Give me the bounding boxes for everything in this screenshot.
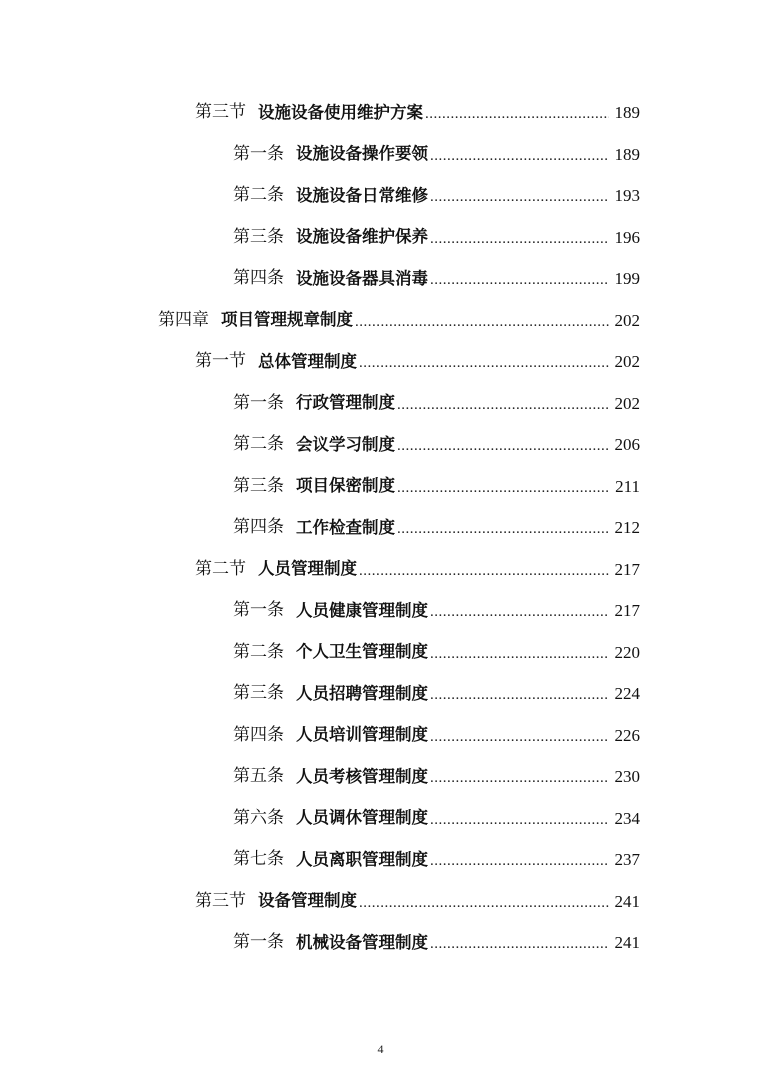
toc-entry-title: 行政管理制度 xyxy=(296,393,395,412)
toc-entry-page: 193 xyxy=(614,186,640,206)
toc-entry-title: 人员健康管理制度 xyxy=(296,600,428,620)
toc-entry-page: 189 xyxy=(614,144,640,164)
toc-entry-title: 设施设备器具消毒 xyxy=(296,268,428,288)
toc-entry[interactable] xyxy=(0,217,761,259)
toc-entry-page: 224 xyxy=(614,684,640,704)
toc-dot-leader xyxy=(430,771,609,786)
toc-dot-leader xyxy=(359,564,609,579)
toc-entry-title: 项目管理规章制度 xyxy=(221,310,353,329)
toc-dot-leader xyxy=(430,647,609,662)
footer-page-number: 4 xyxy=(377,1042,384,1056)
toc-entry-page: 189 xyxy=(614,103,640,123)
toc-entry-number: 第三节 xyxy=(195,102,246,123)
toc-entry[interactable] xyxy=(0,341,761,383)
toc-entry-title: 设备管理制度 xyxy=(258,891,357,910)
toc-entry[interactable] xyxy=(0,715,761,757)
toc-entry-title: 人员培训管理制度 xyxy=(296,725,428,744)
toc-entry[interactable] xyxy=(0,673,761,715)
toc-entry[interactable] xyxy=(0,424,761,466)
toc-entry-page: 199 xyxy=(614,269,640,289)
toc-entry-page: 220 xyxy=(614,642,640,662)
toc-entry[interactable] xyxy=(0,922,761,964)
toc-dot-leader xyxy=(430,149,609,164)
toc-entry-title: 人员离职管理制度 xyxy=(296,849,428,869)
toc-entry-title: 人员考核管理制度 xyxy=(296,766,428,786)
toc-entry-number: 第二条 xyxy=(233,641,284,662)
toc-entry-number: 第一条 xyxy=(233,600,284,621)
toc-entry-number: 第二条 xyxy=(233,185,284,206)
toc-dot-leader xyxy=(359,356,609,371)
toc-entry[interactable] xyxy=(0,632,761,674)
toc-entry-number: 第七条 xyxy=(233,849,284,870)
toc-entry-title: 人员调休管理制度 xyxy=(296,808,428,827)
toc-entry-page: 237 xyxy=(614,850,640,870)
toc-dot-leader xyxy=(430,688,609,703)
toc-entry[interactable] xyxy=(0,134,761,176)
toc-entry-number: 第三条 xyxy=(233,475,284,496)
toc-entry[interactable] xyxy=(0,507,761,549)
toc-entry[interactable] xyxy=(0,383,761,425)
toc-entry-page: 212 xyxy=(614,518,640,538)
toc-entry-title: 个人卫生管理制度 xyxy=(296,642,428,661)
toc-entry[interactable] xyxy=(0,300,761,342)
toc-entry-page: 217 xyxy=(614,559,640,579)
toc-dot-leader xyxy=(430,190,609,205)
toc-dot-leader xyxy=(430,605,609,620)
toc-entry-title: 机械设备管理制度 xyxy=(296,932,428,952)
toc-dot-leader xyxy=(397,439,609,454)
toc-entry-page: 230 xyxy=(614,767,640,787)
toc-entry-title: 工作检查制度 xyxy=(296,517,395,537)
toc-dot-leader xyxy=(397,481,609,496)
toc-entry-number: 第一节 xyxy=(195,351,246,372)
toc-dot-leader xyxy=(430,813,609,828)
toc-entry-page: 202 xyxy=(614,352,640,372)
toc-entry-page: 234 xyxy=(614,808,640,828)
toc-entry-page: 211 xyxy=(615,476,640,496)
toc-entry-number: 第一条 xyxy=(233,932,284,953)
toc-entry-title: 会议学习制度 xyxy=(296,434,395,454)
toc-dot-leader xyxy=(430,273,609,288)
toc-entry-page: 196 xyxy=(614,227,640,247)
toc-entry-page: 202 xyxy=(614,393,640,413)
toc-dot-leader xyxy=(430,854,609,869)
toc-entry-title: 总体管理制度 xyxy=(258,351,357,371)
toc-entry-page: 202 xyxy=(614,310,640,330)
toc-entry-number: 第一条 xyxy=(233,392,284,413)
toc-entry-number: 第四条 xyxy=(233,724,284,745)
toc-entry[interactable] xyxy=(0,839,761,881)
toc-entry-title: 人员管理制度 xyxy=(258,559,357,578)
toc-dot-leader xyxy=(430,730,609,745)
table-of-contents xyxy=(0,92,761,964)
toc-entry-title: 设施设备日常维修 xyxy=(296,185,428,205)
toc-dot-leader xyxy=(430,232,609,247)
toc-entry[interactable] xyxy=(0,590,761,632)
toc-entry[interactable] xyxy=(0,258,761,300)
toc-entry-title: 人员招聘管理制度 xyxy=(296,683,428,703)
toc-entry-page: 226 xyxy=(614,725,640,745)
toc-entry-page: 241 xyxy=(614,891,640,911)
toc-dot-leader xyxy=(425,107,609,122)
toc-dot-leader xyxy=(397,522,609,537)
toc-entry-number: 第四章 xyxy=(158,309,209,330)
toc-entry-page: 241 xyxy=(614,933,640,953)
toc-entry-page: 217 xyxy=(614,601,640,621)
toc-entry[interactable] xyxy=(0,881,761,923)
toc-entry-number: 第三节 xyxy=(195,890,246,911)
toc-entry-title: 设施设备维护保养 xyxy=(296,227,428,246)
toc-entry[interactable] xyxy=(0,175,761,217)
toc-entry-number: 第三条 xyxy=(233,226,284,247)
toc-dot-leader xyxy=(359,896,609,911)
toc-entry-number: 第二条 xyxy=(233,434,284,455)
toc-entry[interactable] xyxy=(0,92,761,134)
toc-entry-number: 第三条 xyxy=(233,683,284,704)
toc-entry[interactable] xyxy=(0,549,761,591)
toc-entry-page: 206 xyxy=(614,435,640,455)
toc-entry-title: 项目保密制度 xyxy=(296,476,395,495)
toc-entry[interactable] xyxy=(0,466,761,508)
toc-entry[interactable] xyxy=(0,756,761,798)
toc-entry-number: 第四条 xyxy=(233,517,284,538)
toc-entry-title: 设施设备使用维护方案 xyxy=(258,102,423,122)
toc-dot-leader xyxy=(355,315,609,330)
toc-entry-number: 第一条 xyxy=(233,143,284,164)
toc-dot-leader xyxy=(397,398,609,413)
toc-entry-number: 第六条 xyxy=(233,807,284,828)
toc-dot-leader xyxy=(430,937,609,952)
toc-entry-number: 第二节 xyxy=(195,558,246,579)
toc-entry-title: 设施设备操作要领 xyxy=(296,144,428,163)
toc-entry[interactable] xyxy=(0,798,761,840)
toc-entry-number: 第四条 xyxy=(233,268,284,289)
toc-entry-number: 第五条 xyxy=(233,766,284,787)
